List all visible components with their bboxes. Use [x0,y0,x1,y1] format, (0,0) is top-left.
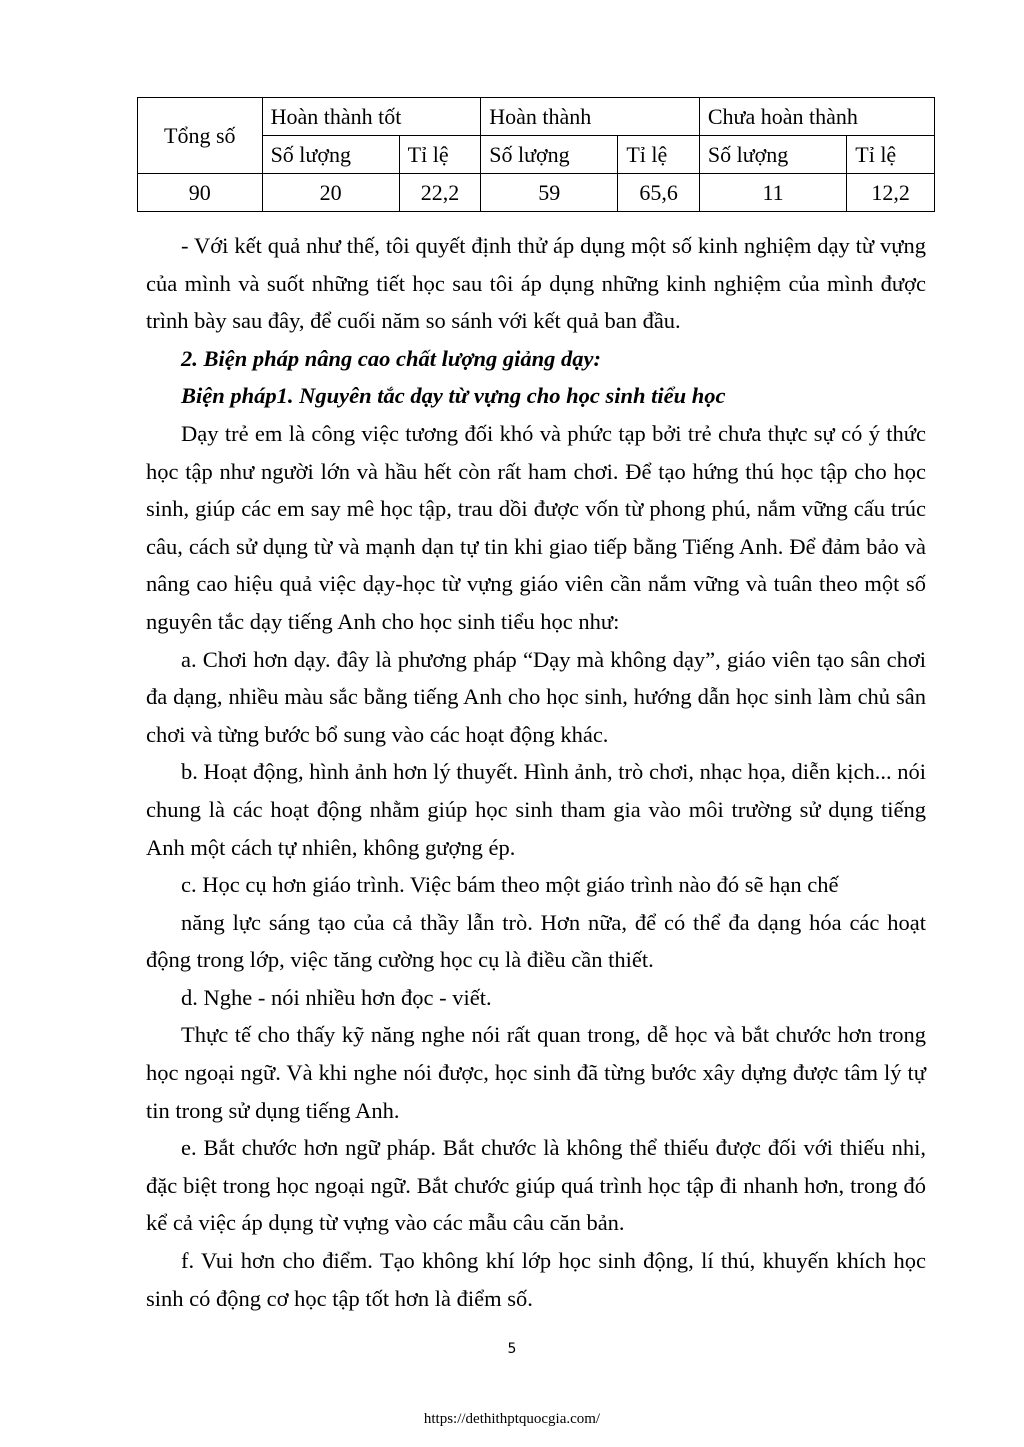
paragraph: Dạy trẻ em là công việc tương đối khó và phức tạp bởi trẻ chưa thực sự có ý thức học tập như người lớn và hầu hết còn rất ham chơi. Để tạo hứng thú học tập cho học sinh, giúp các em say mê học tập, trau dồi được vốn từ phong phú, nắm vững cấu trúc câu, cách sử dụng từ và mạnh dạn tự tin khi giao tiếp bằng Tiếng Anh. Để đảm bảo và nâng cao hiệu quả việc dạy-học từ vựng giáo viên cần nắm vững và tuân theo một số nguyên tắc dạy tiếng Anh cho học sinh tiểu học như: [146,420,926,634]
table-cell: 12,2 [847,174,935,212]
paragraph: năng lực sáng tạo của cả thầy lẫn trò. Hơn nữa, để có thể đa dạng hóa các hoạt động trong lớp, việc tăng cường học cụ là điều cần thiết. [146,909,926,973]
table-subheader: Số lượng [262,136,399,174]
table-subheader: Tỉ lệ [618,136,700,174]
subsection-heading: Biện pháp1. Nguyên tắc dạy từ vựng cho học sinh tiểu học [181,383,726,409]
table-cell: 59 [481,174,618,212]
table-header-group: Hoàn thành tốt [262,98,481,136]
paragraph: Thực tế cho thấy kỹ năng nghe nói rất quan trong, dễ học và bắt chước hơn trong học ngoại ngữ. Và khi nghe nói được, học sinh đã từng bước xây dựng được tâm lý tự tin trong sử dụng tiếng Anh. [146,1022,926,1123]
list-item: a. Chơi hơn dạy. đây là phương pháp “Dạy mà không dạy”, giáo viên tạo sân chơi đa dạng, nhiều màu sắc bằng tiếng Anh cho học sinh, hướng dẫn học sinh làm chủ sân chơi và từng bước bổ sung vào các hoạt động khác. [146,646,926,747]
table-cell: 22,2 [399,174,481,212]
table-cell: 20 [262,174,399,212]
body-text [146,227,926,1317]
table-header-row [138,98,935,136]
page-number: 5 [507,1341,517,1357]
table-cell: 65,6 [618,174,700,212]
results-table [137,97,935,212]
table-header-group: Hoàn thành [481,98,700,136]
table-row [138,174,935,212]
footer-url[interactable]: https://dethithptquocgia.com/ [423,1411,601,1427]
list-item: b. Hoạt động, hình ảnh hơn lý thuyết. Hình ảnh, trò chơi, nhạc họa, diễn kịch... nói chung là các hoạt động nhằm giúp học sinh tham gia vào môi trường sử dụng tiếng Anh một cách tự nhiên, không gượng ép. [146,759,926,860]
table-header-group: Chưa hoàn thành [699,98,934,136]
section-heading: 2. Biện pháp nâng cao chất lượng giảng dạy: [181,345,601,371]
list-item: d. Nghe - nói nhiều hơn đọc - viết. [181,984,492,1010]
list-item: f. Vui hơn cho điểm. Tạo không khí lớp học sinh động, lí thú, khuyến khích học sinh có động cơ học tập tốt hơn là điểm số. [146,1248,926,1311]
list-item: e. Bắt chước hơn ngữ pháp. Bắt chước là không thể thiếu được đối với thiếu nhi, đặc biệt trong học ngoại ngữ. Bắt chước giúp quá trình học tập đi nhanh hơn, trong đó kể cả việc áp dụng từ vựng vào các mẫu câu căn bản. [146,1135,926,1236]
paragraph: - Với kết quả như thế, tôi quyết định thử áp dụng một số kinh nghiệm dạy từ vựng của mình và suốt những tiết học sau tôi áp dụng những kinh nghiệm của mình được trình bày sau đây, để cuối năm so sánh với kết quả ban đầu. [146,233,926,334]
table-subheader: Số lượng [699,136,846,174]
table-cell: 90 [138,174,263,212]
table-subheader: Tỉ lệ [847,136,935,174]
table-subheader: Tỉ lệ [399,136,481,174]
table-subheader: Số lượng [481,136,618,174]
table-header-total: Tổng số [138,98,263,174]
list-item: c. Học cụ hơn giáo trình. Việc bám theo một giáo trình nào đó sẽ hạn chế [181,872,839,898]
table-cell: 11 [699,174,846,212]
